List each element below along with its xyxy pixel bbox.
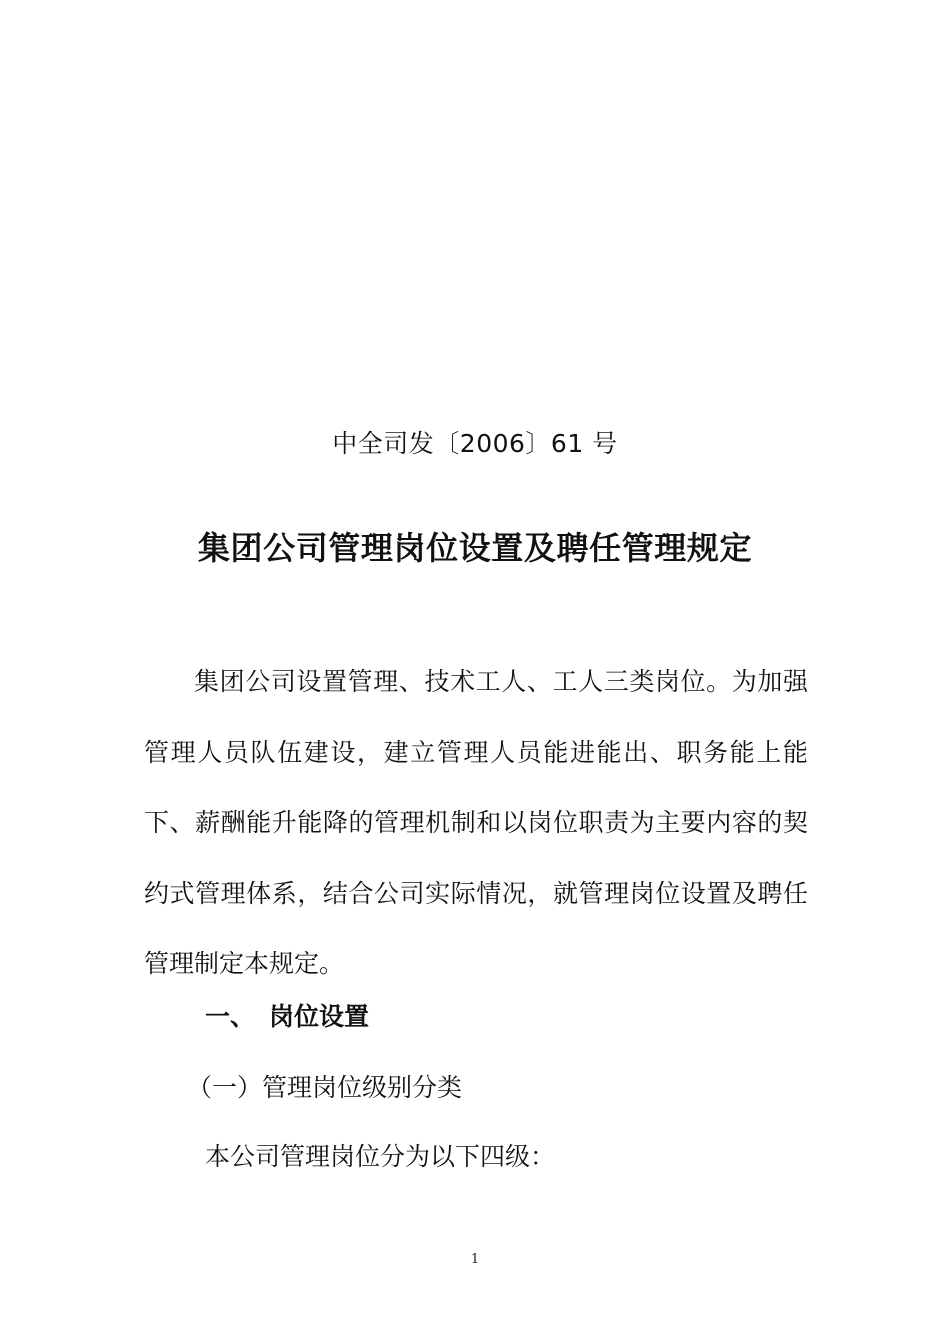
section-number: 一、: [205, 1002, 256, 1031]
subsection-heading: （一）管理岗位级别分类: [187, 1073, 463, 1102]
intro-paragraph: 集团公司设置管理、技术工人、工人三类岗位。为加强管理人员队伍建设，建立管理人员能进能出、职务能上能下、薪酬能升能降的管理机制和以岗位职责为主要内容的契约式管理体系，结合公司实际情况，就管理岗位设置及聘任管理制定本规定。: [144, 667, 808, 978]
section-heading: [205, 997, 369, 1037]
document-number: 中全司发〔2006〕61 号: [332, 429, 618, 458]
section-title: 岗位设置: [269, 1002, 370, 1031]
document-title: 集团公司管理岗位设置及聘任管理规定: [197, 529, 753, 567]
page-number: 1: [470, 1252, 480, 1267]
body-text-line: 本公司管理岗位分为以下四级：: [205, 1142, 556, 1171]
